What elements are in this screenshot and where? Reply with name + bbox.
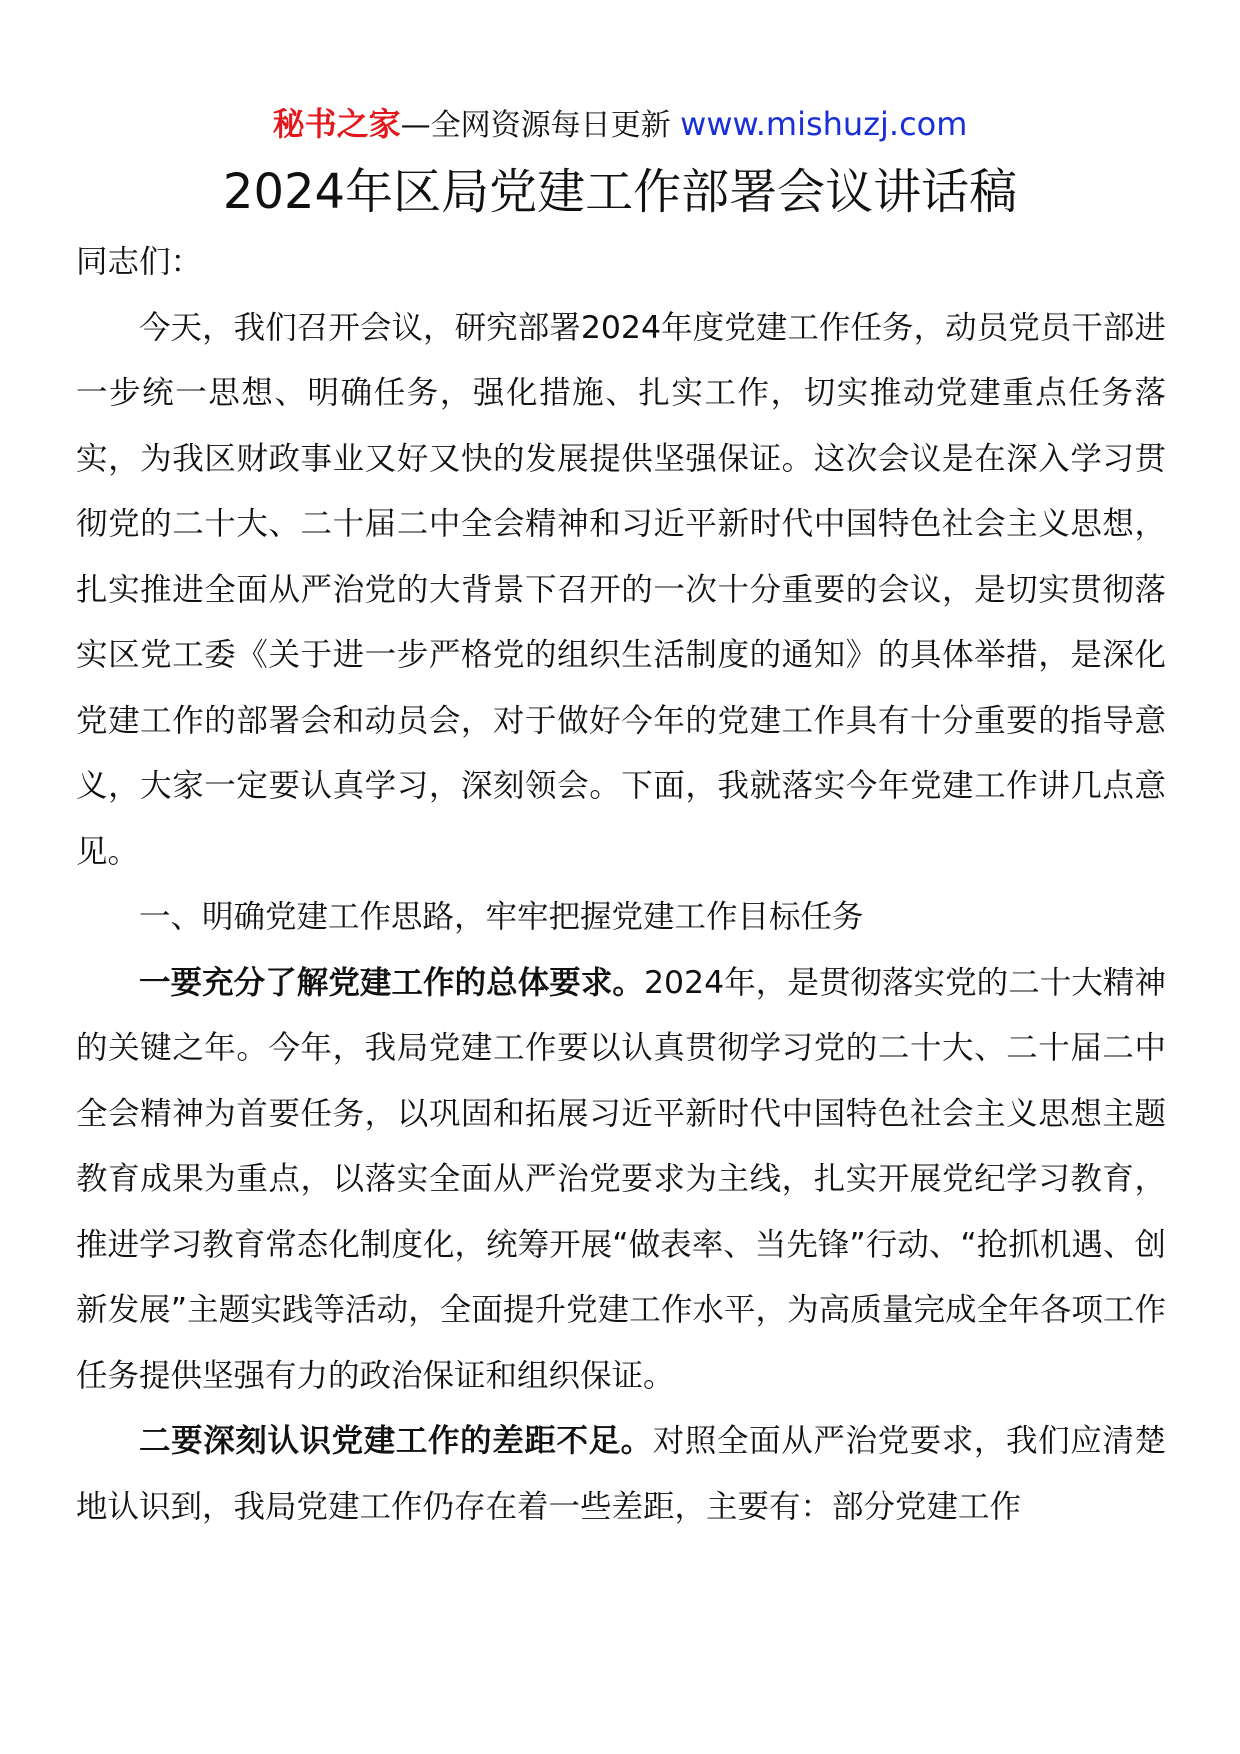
- salutation: 同志们：: [76, 244, 203, 280]
- site-brand: 秘书之家: [272, 105, 401, 143]
- paragraph-requirements-lead: 一要充分了解党建工作的总体要求。: [139, 964, 644, 1001]
- paragraph-requirements: [76, 951, 1166, 1410]
- section-heading-1: 一、明确党建工作思路，牢牢把握党建工作目标任务: [139, 899, 864, 935]
- paragraph-requirements-body: 2024年，是贯彻落实党的二十大精神的关键之年。今年，我局党建工作要以认真贯彻学习党的二十大、二十届二中全会精神为首要任务，以巩固和拓展习近平新时代中国特色社会主义思想主题教育成果为重点，以落实全面从严治党要求为主线，扎实开展党纪学习教育，推进学习教育常态化制度化，统筹开展“做表率、当先锋”行动、“抢抓机遇、创新发展”主题实践等活动，全面提升党建工作水平，为高质量完成全年各项工作任务提供坚强有力的政治保证和组织保证。: [76, 964, 1166, 1394]
- paragraph-shortcomings: [76, 1409, 1166, 1540]
- document-body: [76, 230, 1166, 1540]
- document-title: 2024年区局党建工作部署会议讲话稿: [222, 164, 1018, 220]
- site-url-link[interactable]: www.mishuzj.com: [680, 105, 968, 143]
- paragraph-shortcomings-lead: 二要深刻认识党建工作的差距不足。: [139, 1423, 653, 1459]
- paragraph-shortcomings-body: 对照全面从严治党要求，我们应清楚地认识到，我局党建工作仍存在着一些差距，主要有：部分党建工作: [76, 1423, 1166, 1525]
- site-header: [0, 102, 1240, 148]
- site-tagline: —全网资源每日更新: [400, 108, 671, 143]
- paragraph-intro: 今天，我们召开会议，研究部署2024年度党建工作任务，动员党员干部进一步统一思想、明确任务，强化措施、扎实工作，切实推动党建重点任务落实，为我区财政事业又好又快的发展提供坚强保证。这次会议是在深入学习贯彻党的二十大、二十届二中全会精神和习近平新时代中国特色社会主义思想，扎实推进全面从严治党的大背景下召开的一次十分重要的会议，是切实贯彻落实区党工委《关于进一步严格党的组织生活制度的通知》的具体举措，是深化党建工作的部署会和动员会，对于做好今年的党建工作具有十分重要的指导意义，大家一定要认真学习，深刻领会。下面，我就落实今年党建工作讲几点意见。: [76, 309, 1166, 870]
